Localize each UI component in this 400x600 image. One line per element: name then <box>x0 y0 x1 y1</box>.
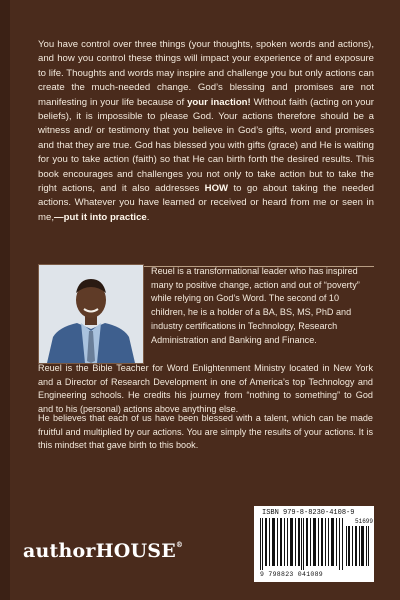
publisher-logo <box>23 540 183 562</box>
price-code: 51699 <box>355 518 374 525</box>
isbn-barcode <box>254 506 374 582</box>
addon-barcode-bars <box>346 526 370 566</box>
blurb-emphasis-how: HOW <box>204 183 229 195</box>
author-portrait-icon <box>39 265 143 363</box>
publisher-name-b: HOUSE <box>95 540 176 562</box>
ean-barcode-bars <box>260 518 344 570</box>
isbn-label: ISBN 979-8-8230-4108-9 <box>262 509 355 517</box>
blurb-text-1: You have control over three things (your thoughts, spoken words and actions), and how you control these things will impact your experience of and exposure to life. Thoughts and words may inspire and challenge you but only actions can create the much-needed change. God’s blessing and promises are not manifesting in your life because of <box>38 39 374 108</box>
blurb-text-2: Without faith (acting on your beliefs), it is impossible to please God. Your actions therefore should be a witness and/ or testimony that you believe in God’s gifts, word and promises and that they are true. God has blessed you with gifts (grace) and He is waiting for you to take action (faith) so that He can birth forth the desired results. This book encourages and challenges you not only to take action but to take the right actions, and it also addresses <box>38 96 374 195</box>
author-bio-paragraph-1: Reuel is a transformational leader who has inspired many to positive change, action and out of “poverty” while relying on God’s Word. The second of 10 children, he is a holder of a BA, BS, MS, PhD and industry certifications in Technology, Research Administration and Banking and Finance. <box>151 266 360 345</box>
author-bio-paragraph-3: He believes that each of us have been blessed with a talent, which can be made fruitful and multiplied by our actions. You are simply the results of your actions. It is this mindset that gave birth to this book. <box>38 413 373 451</box>
blurb-emphasis-practice: —put it into practice <box>54 211 147 223</box>
author-bio-paragraph-2: Reuel is the Bible Teacher for Word Enlightenment Ministry located in New York and a Director of Research Development in one of America’s top Technology and Engineering schools. He credits his journey from “nothing to something” to God and to his (personal) actions above anything else. <box>38 363 373 415</box>
blurb-emphasis-inaction: your inaction! <box>187 96 251 108</box>
blurb-text-3: to go about taking the needed actions. Whatever you have learned or received or heard from me or seen in me, <box>38 183 374 223</box>
blurb-text-4: . <box>146 211 150 223</box>
ean-digits: 9 798823 041089 <box>260 571 324 578</box>
author-bio-ministry <box>38 362 373 417</box>
author-bio-intro <box>151 265 373 347</box>
author-photo <box>38 264 144 364</box>
publisher-name-a: author <box>23 540 96 562</box>
spine-edge <box>0 0 10 600</box>
back-cover-blurb <box>38 38 374 225</box>
author-bio-belief <box>38 412 373 453</box>
registered-mark: ® <box>175 540 184 549</box>
